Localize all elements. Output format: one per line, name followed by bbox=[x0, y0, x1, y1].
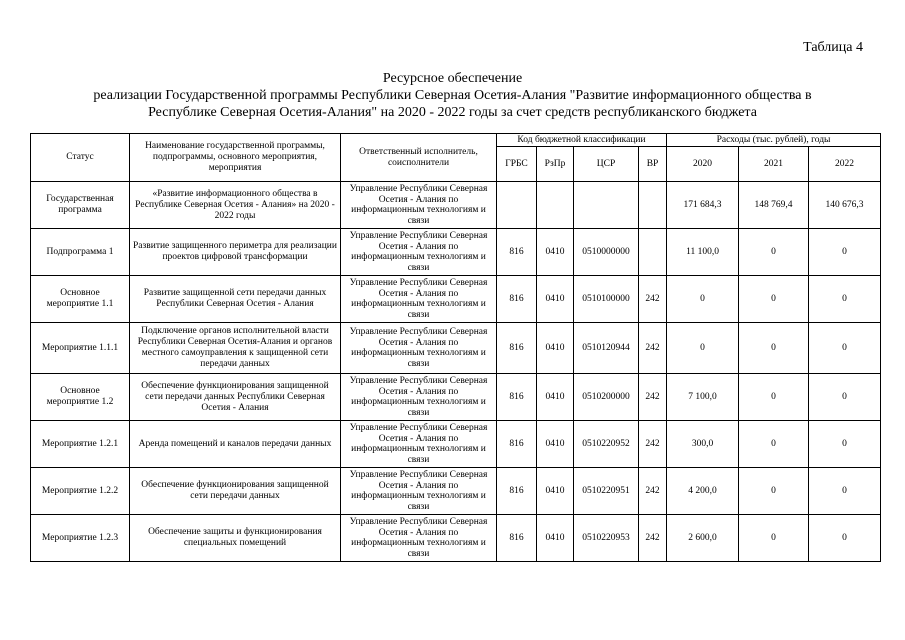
cell-name: Аренда помещений и каналов передачи данных bbox=[130, 421, 341, 468]
cell-2021: 0 bbox=[739, 421, 809, 468]
cell-2021: 148 769,4 bbox=[739, 182, 809, 229]
cell-rzpr: 0410 bbox=[537, 421, 574, 468]
header-name: Наименование государственной программы, подпрограммы, основного мероприятия, мероприятия bbox=[130, 134, 341, 182]
cell-grbs: 816 bbox=[497, 515, 537, 562]
cell-executor: Управление Республики Северная Осетия - Алания по информационным технологиям и связи bbox=[341, 323, 497, 374]
cell-2022: 0 bbox=[809, 468, 881, 515]
cell-vr: 242 bbox=[639, 374, 667, 421]
cell-name: Обеспечение функционирования защищенной сети передачи данных Республики Северная Осетия - Алания bbox=[130, 374, 341, 421]
cell-2021: 0 bbox=[739, 323, 809, 374]
cell-2020: 7 100,0 bbox=[667, 374, 739, 421]
cell-name: Подключение органов исполнительной власти Республики Северная Осетия-Алания и органов местного самоуправления к защищенной сети передачи данных bbox=[130, 323, 341, 374]
cell-status: Мероприятие 1.2.1 bbox=[31, 421, 130, 468]
cell-rzpr bbox=[537, 182, 574, 229]
table-row bbox=[31, 182, 881, 229]
cell-name: Развитие защищенной сети передачи данных Республики Северная Осетия - Алания bbox=[130, 276, 341, 323]
cell-2022: 140 676,3 bbox=[809, 182, 881, 229]
cell-grbs: 816 bbox=[497, 374, 537, 421]
header-expenses: Расходы (тыс. рублей), годы bbox=[667, 134, 881, 147]
cell-vr: 242 bbox=[639, 468, 667, 515]
cell-rzpr: 0410 bbox=[537, 229, 574, 276]
header-status: Статус bbox=[31, 134, 130, 182]
cell-2020: 2 600,0 bbox=[667, 515, 739, 562]
cell-status: Основное мероприятие 1.2 bbox=[31, 374, 130, 421]
table-row bbox=[31, 323, 881, 374]
title-line-3: Республике Северная Осетия-Алания" на 2020 - 2022 годы за счет средств республиканского бюджета bbox=[148, 105, 757, 120]
cell-grbs bbox=[497, 182, 537, 229]
table-row bbox=[31, 515, 881, 562]
cell-rzpr: 0410 bbox=[537, 374, 574, 421]
cell-status: Подпрограмма 1 bbox=[31, 229, 130, 276]
cell-status: Мероприятие 1.2.2 bbox=[31, 468, 130, 515]
cell-executor: Управление Республики Северная Осетия - Алания по информационным технологиям и связи bbox=[341, 276, 497, 323]
resource-table bbox=[30, 133, 881, 562]
title-line-1: Ресурсное обеспечение bbox=[382, 71, 523, 86]
title-line-2: реализации Государственной программы Республики Северная Осетия-Алания "Развитие информационного общества в bbox=[93, 88, 812, 103]
cell-executor: Управление Республики Северная Осетия - Алания по информационным технологиям и связи bbox=[341, 421, 497, 468]
cell-csr: 0510100000 bbox=[574, 276, 639, 323]
cell-name: Обеспечение функционирования защищенной сети передачи данных bbox=[130, 468, 341, 515]
header-2022: 2022 bbox=[809, 147, 881, 182]
table-number: Таблица 4 bbox=[803, 40, 863, 55]
cell-csr: 0510120944 bbox=[574, 323, 639, 374]
header-executor: Ответственный исполнитель, соисполнители bbox=[341, 134, 497, 182]
table-row bbox=[31, 374, 881, 421]
cell-status: Мероприятие 1.1.1 bbox=[31, 323, 130, 374]
table-row bbox=[31, 468, 881, 515]
cell-2020: 11 100,0 bbox=[667, 229, 739, 276]
cell-grbs: 816 bbox=[497, 421, 537, 468]
cell-vr: 242 bbox=[639, 323, 667, 374]
cell-executor: Управление Республики Северная Осетия - Алания по информационным технологиям и связи bbox=[341, 229, 497, 276]
cell-2022: 0 bbox=[809, 374, 881, 421]
cell-csr: 0510000000 bbox=[574, 229, 639, 276]
cell-vr: 242 bbox=[639, 421, 667, 468]
table-row bbox=[31, 229, 881, 276]
cell-grbs: 816 bbox=[497, 229, 537, 276]
cell-csr: 0510200000 bbox=[574, 374, 639, 421]
header-rzpr: РзПр bbox=[537, 147, 574, 182]
cell-2020: 4 200,0 bbox=[667, 468, 739, 515]
cell-executor: Управление Республики Северная Осетия - Алания по информационным технологиям и связи bbox=[341, 515, 497, 562]
header-2020: 2020 bbox=[667, 147, 739, 182]
cell-name: «Развитие информационного общества в Республике Северная Осетия - Алания» на 2020 - 2022 годы bbox=[130, 182, 341, 229]
header-budget-code: Код бюджетной классификации bbox=[497, 134, 667, 147]
cell-status: Мероприятие 1.2.3 bbox=[31, 515, 130, 562]
cell-grbs: 816 bbox=[497, 323, 537, 374]
cell-vr: 242 bbox=[639, 515, 667, 562]
cell-2021: 0 bbox=[739, 468, 809, 515]
cell-2022: 0 bbox=[809, 323, 881, 374]
header-grbs: ГРБС bbox=[497, 147, 537, 182]
cell-grbs: 816 bbox=[497, 276, 537, 323]
cell-2020: 300,0 bbox=[667, 421, 739, 468]
cell-2021: 0 bbox=[739, 229, 809, 276]
cell-rzpr: 0410 bbox=[537, 323, 574, 374]
cell-2022: 0 bbox=[809, 421, 881, 468]
cell-status: Основное мероприятие 1.1 bbox=[31, 276, 130, 323]
cell-2022: 0 bbox=[809, 276, 881, 323]
cell-rzpr: 0410 bbox=[537, 276, 574, 323]
cell-2022: 0 bbox=[809, 229, 881, 276]
cell-2020: 171 684,3 bbox=[667, 182, 739, 229]
header-2021: 2021 bbox=[739, 147, 809, 182]
cell-2021: 0 bbox=[739, 515, 809, 562]
cell-2020: 0 bbox=[667, 323, 739, 374]
cell-executor: Управление Республики Северная Осетия - Алания по информационным технологиям и связи bbox=[341, 374, 497, 421]
cell-csr bbox=[574, 182, 639, 229]
cell-rzpr: 0410 bbox=[537, 468, 574, 515]
cell-rzpr: 0410 bbox=[537, 515, 574, 562]
cell-csr: 0510220952 bbox=[574, 421, 639, 468]
cell-vr: 242 bbox=[639, 276, 667, 323]
cell-2021: 0 bbox=[739, 276, 809, 323]
cell-status: Государственная программа bbox=[31, 182, 130, 229]
cell-executor: Управление Республики Северная Осетия - Алания по информационным технологиям и связи bbox=[341, 182, 497, 229]
cell-vr bbox=[639, 182, 667, 229]
table-row bbox=[31, 276, 881, 323]
cell-name: Развитие защищенного периметра для реализации проектов цифровой трансформации bbox=[130, 229, 341, 276]
cell-2020: 0 bbox=[667, 276, 739, 323]
cell-name: Обеспечение защиты и функционирования специальных помещений bbox=[130, 515, 341, 562]
cell-vr bbox=[639, 229, 667, 276]
cell-grbs: 816 bbox=[497, 468, 537, 515]
cell-executor: Управление Республики Северная Осетия - Алания по информационным технологиям и связи bbox=[341, 468, 497, 515]
cell-2022: 0 bbox=[809, 515, 881, 562]
document-title bbox=[20, 70, 885, 121]
cell-csr: 0510220951 bbox=[574, 468, 639, 515]
cell-2021: 0 bbox=[739, 374, 809, 421]
header-vr: ВР bbox=[639, 147, 667, 182]
header-csr: ЦСР bbox=[574, 147, 639, 182]
table-row bbox=[31, 421, 881, 468]
cell-csr: 0510220953 bbox=[574, 515, 639, 562]
